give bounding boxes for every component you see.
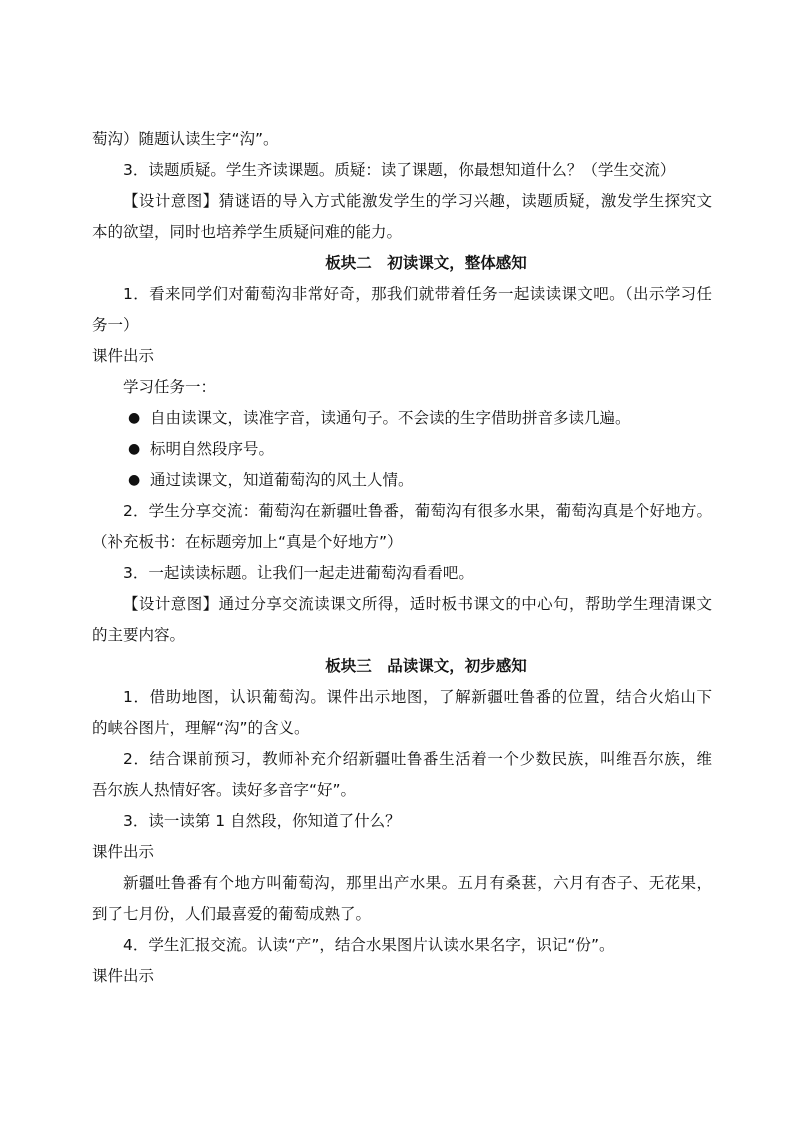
document-body	[92, 124, 712, 992]
bullet-icon: ●	[128, 441, 141, 457]
task-title: 学习任务一：	[123, 378, 217, 396]
bullet-text: 标明自然段序号。	[150, 440, 275, 458]
design-intent-continued: 本的欲望，同时也培养学生质疑问难的能力。	[92, 223, 403, 241]
quote-continued: 到了七月份，人们最喜爱的葡萄成熟了。	[92, 905, 372, 923]
step-2-culture-line: 2．结合课前预习，教师补充介绍新疆吐鲁番生活着一个少数民族，叫维吾尔族，维	[123, 750, 712, 768]
design-intent-continued: 的主要内容。	[92, 626, 186, 644]
step-1-continued: 务一）	[92, 316, 139, 334]
section-heading-3: 板块三 品读课文，初步感知	[325, 657, 527, 675]
step-1-line: 1．看来同学们对葡萄沟非常好奇，那我们就带着任务一起读读课文吧。（出示学习任	[123, 285, 712, 303]
design-intent-line: 【设计意图】通过分享交流读课文所得，适时板书课文的中心句，帮助学生理清课文	[123, 595, 712, 613]
step-1-map-line: 1．借助地图，认识葡萄沟。课件出示地图，了解新疆吐鲁番的位置，结合火焰山下	[123, 688, 712, 706]
bullet-item	[92, 403, 712, 434]
bullet-icon: ●	[128, 410, 141, 426]
bullet-icon: ●	[128, 472, 141, 488]
quote-line: 新疆吐鲁番有个地方叫葡萄沟，那里出产水果。五月有桑葚，六月有杏子、无花果，	[123, 874, 712, 892]
section-heading-2: 板块二 初读课文，整体感知	[325, 254, 527, 272]
courseware-label: 课件出示	[92, 967, 155, 985]
bullet-item	[92, 434, 712, 465]
step-2-line: 2．学生分享交流：葡萄沟在新疆吐鲁番，葡萄沟有很多水果，葡萄沟真是个好地方。	[123, 502, 712, 520]
bullet-text: 自由读课文，读准字音，读通句子。不会读的生字借助拼音多读几遍。	[150, 409, 631, 427]
paragraph-line: 萄沟）随题认读生字“沟”。	[92, 130, 279, 148]
step-2-culture-continued: 吾尔族人热情好客。读好多音字“好”。	[92, 781, 357, 799]
design-intent-line: 【设计意图】猜谜语的导入方式能激发学生的学习兴趣，读题质疑，激发学生探究文	[123, 192, 712, 210]
courseware-label: 课件出示	[92, 843, 155, 861]
step-3-read-title: 3．一起读读标题。让我们一起走进葡萄沟看看吧。	[123, 564, 474, 582]
bullet-text: 通过读课文，知道葡萄沟的风土人情。	[150, 471, 414, 489]
bullet-item	[92, 465, 712, 496]
step-1-map-continued: 的峡谷图片，理解“沟”的含义。	[92, 719, 310, 737]
step-3-paragraph-line: 3．读一读第 1 自然段，你知道了什么？	[123, 812, 401, 830]
courseware-label: 课件出示	[92, 347, 155, 365]
step-4-line: 4．学生汇报交流。认读“产”，结合水果图片认读水果名字，识记“份”。	[123, 936, 615, 954]
step-3-line: 3．读题质疑。学生齐读课题。质疑：读了课题，你最想知道什么？（学生交流）	[123, 161, 676, 179]
step-2-continued: （补充板书：在标题旁加上“真是个好地方”）	[92, 533, 403, 551]
